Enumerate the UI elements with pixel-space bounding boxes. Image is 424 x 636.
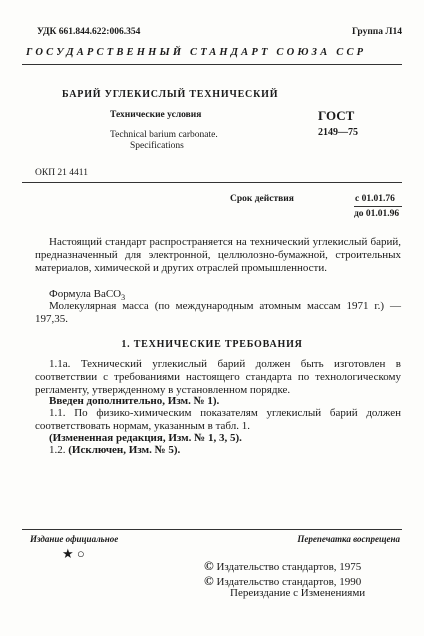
star-circle-marks: ★ ○ xyxy=(62,546,85,561)
paragraph-1-2-note: (Исключен, Изм. № 5). xyxy=(68,444,181,456)
paragraph-1-2-number: 1.2. xyxy=(49,444,69,456)
udk-code: УДК 661.844.622:006.354 xyxy=(37,27,141,37)
validity-to: до 01.01.96 xyxy=(354,209,400,219)
product-subtitle: Технические условия xyxy=(110,110,202,120)
copyright-icon: © xyxy=(204,573,214,588)
paragraph-1-1a: 1.1а. Технический углекислый барий должен быть изготовлен в соответствии с требованиями настоящего стандарта по технологическому регламенту, утвержденному в установленном порядке. xyxy=(35,358,401,396)
bottom-rule xyxy=(22,529,402,530)
formula-text: Формула BaCO xyxy=(49,288,122,300)
official-edition: Издание официальное xyxy=(30,534,119,544)
validity-divider xyxy=(354,206,402,207)
state-standard-title: ГОСУДАРСТВЕННЫЙ СТАНДАРТ СОЮЗА ССР xyxy=(26,47,367,58)
intro-paragraph: Настоящий стандарт распространяется на технический углекислый барий, предназначенный для электронной, целлюлозно-бумажной, строительных материалов, химической и других отраслей промышленности. xyxy=(35,236,401,274)
reprint-prohibited: Перепечатка воспрещена xyxy=(297,534,400,544)
okp-code: ОКП 21 4411 xyxy=(35,168,88,178)
paragraph-1-1-note: (Измененная редакция, Изм. № 1, 3, 5). xyxy=(49,432,242,444)
gost-label: ГОСТ xyxy=(318,108,355,123)
okp-rule xyxy=(22,182,402,183)
publisher-1990-text: Издательство стандартов, 1990 xyxy=(216,576,362,588)
molar-mass: Молекулярная масса (по международным атомным массам 1971 г.) — 197,35. xyxy=(35,300,401,325)
reissue-note: Переиздание с Изменениями xyxy=(230,587,366,599)
validity-from: с 01.01.76 xyxy=(355,194,395,204)
publisher-1975-text: Издательство стандартов, 1975 xyxy=(216,561,362,573)
gost-number: 2149—75 xyxy=(318,127,358,138)
english-line-1: Technical barium carbonate. xyxy=(110,130,218,140)
section-title: 1. ТЕХНИЧЕСКИЕ ТРЕБОВАНИЯ xyxy=(121,339,303,350)
product-name: БАРИЙ УГЛЕКИСЛЫЙ ТЕХНИЧЕСКИЙ xyxy=(62,89,279,100)
paragraph-1-2 xyxy=(49,444,180,456)
group-code: Группа Л14 xyxy=(351,27,402,37)
publisher-1975 xyxy=(204,558,361,574)
english-line-2: Specifications xyxy=(130,141,184,151)
product-name-english xyxy=(110,130,218,152)
validity-label: Срок действия xyxy=(230,194,294,204)
formula-subscript: 3 xyxy=(121,293,126,303)
paragraph-1-1: 1.1. По физико-химическим показателям углекислый барий должен соответствовать нормам, указанным в табл. 1. xyxy=(35,407,401,432)
copyright-icon: © xyxy=(204,558,214,573)
paragraph-1-1a-note: Введен дополнительно, Изм. № 1). xyxy=(49,395,220,407)
top-rule xyxy=(22,64,402,65)
